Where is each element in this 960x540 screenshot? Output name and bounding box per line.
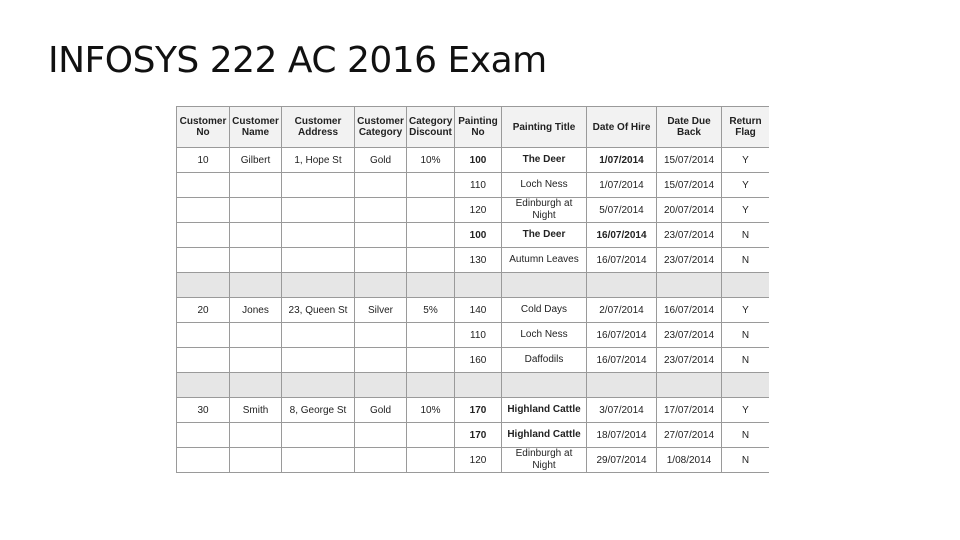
separator-cell xyxy=(407,273,455,298)
separator-cell xyxy=(722,373,770,398)
cell-return-flag: N xyxy=(722,348,770,373)
table-row xyxy=(177,398,770,423)
cell-painting-title: Daffodils xyxy=(502,348,587,373)
cell-customer-category xyxy=(355,198,407,223)
cell-customer-category: Gold xyxy=(355,398,407,423)
header-painting-no: Painting No xyxy=(455,107,502,148)
cell-painting-no: 110 xyxy=(455,173,502,198)
separator-cell xyxy=(407,373,455,398)
cell-painting-title: Loch Ness xyxy=(502,323,587,348)
separator-cell xyxy=(282,273,355,298)
table-header-row xyxy=(177,107,770,148)
cell-date-due-back: 20/07/2014 xyxy=(657,198,722,223)
table-row xyxy=(177,248,770,273)
cell-painting-no: 170 xyxy=(455,398,502,423)
header-customer-no: Customer No xyxy=(177,107,230,148)
header-customer-address: Customer Address xyxy=(282,107,355,148)
separator-cell xyxy=(355,373,407,398)
separator-cell xyxy=(502,373,587,398)
table-row xyxy=(177,148,770,173)
header-painting-title: Painting Title xyxy=(502,107,587,148)
separator-cell xyxy=(282,373,355,398)
table-body xyxy=(177,148,770,473)
cell-customer-name xyxy=(230,248,282,273)
separator-cell xyxy=(455,373,502,398)
table-row xyxy=(177,173,770,198)
cell-customer-category xyxy=(355,423,407,448)
cell-customer-name xyxy=(230,198,282,223)
header-category-discount: Category Discount xyxy=(407,107,455,148)
cell-category-discount: 5% xyxy=(407,298,455,323)
separator-cell xyxy=(587,373,657,398)
cell-customer-category xyxy=(355,223,407,248)
cell-customer-name xyxy=(230,323,282,348)
cell-customer-address xyxy=(282,248,355,273)
cell-customer-category xyxy=(355,323,407,348)
table-row xyxy=(177,448,770,473)
cell-customer-address xyxy=(282,423,355,448)
cell-customer-category: Gold xyxy=(355,148,407,173)
cell-return-flag: N xyxy=(722,423,770,448)
cell-date-due-back: 23/07/2014 xyxy=(657,223,722,248)
cell-customer-address xyxy=(282,173,355,198)
cell-customer-no xyxy=(177,423,230,448)
cell-return-flag: N xyxy=(722,248,770,273)
cell-painting-title: Highland Cattle xyxy=(502,398,587,423)
cell-date-of-hire: 1/07/2014 xyxy=(587,173,657,198)
cell-return-flag: Y xyxy=(722,198,770,223)
cell-customer-name xyxy=(230,348,282,373)
cell-date-of-hire: 5/07/2014 xyxy=(587,198,657,223)
cell-category-discount xyxy=(407,323,455,348)
cell-date-due-back: 17/07/2014 xyxy=(657,398,722,423)
cell-painting-no: 170 xyxy=(455,423,502,448)
header-date-due-back: Date Due Back xyxy=(657,107,722,148)
cell-painting-no: 120 xyxy=(455,198,502,223)
table-row xyxy=(177,298,770,323)
cell-date-due-back: 23/07/2014 xyxy=(657,323,722,348)
cell-date-due-back: 1/08/2014 xyxy=(657,448,722,473)
cell-return-flag: N xyxy=(722,323,770,348)
cell-date-of-hire: 3/07/2014 xyxy=(587,398,657,423)
hire-table-sheet xyxy=(176,106,769,484)
separator-cell xyxy=(502,273,587,298)
cell-customer-no: 10 xyxy=(177,148,230,173)
cell-painting-title: Edinburgh at Night xyxy=(502,448,587,473)
table-row xyxy=(177,423,770,448)
separator-cell xyxy=(657,273,722,298)
cell-customer-no: 20 xyxy=(177,298,230,323)
cell-return-flag: N xyxy=(722,448,770,473)
cell-painting-no: 120 xyxy=(455,448,502,473)
cell-category-discount xyxy=(407,448,455,473)
header-customer-category: Customer Category xyxy=(355,107,407,148)
cell-return-flag: Y xyxy=(722,398,770,423)
table-row xyxy=(177,198,770,223)
cell-customer-address: 1, Hope St xyxy=(282,148,355,173)
table-separator-row xyxy=(177,373,770,398)
cell-customer-address xyxy=(282,323,355,348)
separator-cell xyxy=(587,273,657,298)
cell-customer-no xyxy=(177,173,230,198)
cell-painting-no: 130 xyxy=(455,248,502,273)
cell-customer-name xyxy=(230,223,282,248)
cell-painting-title: Edinburgh at Night xyxy=(502,198,587,223)
cell-category-discount xyxy=(407,248,455,273)
cell-customer-category xyxy=(355,348,407,373)
separator-cell xyxy=(177,273,230,298)
cell-date-due-back: 27/07/2014 xyxy=(657,423,722,448)
cell-category-discount: 10% xyxy=(407,148,455,173)
cell-category-discount xyxy=(407,198,455,223)
cell-customer-no xyxy=(177,198,230,223)
cell-painting-no: 100 xyxy=(455,223,502,248)
cell-return-flag: Y xyxy=(722,148,770,173)
cell-customer-name xyxy=(230,173,282,198)
separator-cell xyxy=(722,273,770,298)
cell-customer-address xyxy=(282,448,355,473)
cell-customer-no xyxy=(177,323,230,348)
cell-painting-no: 140 xyxy=(455,298,502,323)
cell-return-flag: Y xyxy=(722,173,770,198)
cell-customer-address xyxy=(282,223,355,248)
hire-table xyxy=(176,106,769,473)
separator-cell xyxy=(455,273,502,298)
header-customer-name: Customer Name xyxy=(230,107,282,148)
cell-date-due-back: 23/07/2014 xyxy=(657,348,722,373)
cell-painting-title: The Deer xyxy=(502,148,587,173)
cell-painting-no: 160 xyxy=(455,348,502,373)
cell-painting-title: The Deer xyxy=(502,223,587,248)
cell-date-due-back: 15/07/2014 xyxy=(657,148,722,173)
cell-customer-name: Gilbert xyxy=(230,148,282,173)
cell-customer-address: 8, George St xyxy=(282,398,355,423)
cell-date-of-hire: 1/07/2014 xyxy=(587,148,657,173)
cell-customer-category xyxy=(355,173,407,198)
header-return-flag: Return Flag xyxy=(722,107,770,148)
cell-customer-name xyxy=(230,423,282,448)
cell-painting-title: Loch Ness xyxy=(502,173,587,198)
cell-painting-title: Cold Days xyxy=(502,298,587,323)
cell-date-of-hire: 29/07/2014 xyxy=(587,448,657,473)
separator-cell xyxy=(355,273,407,298)
cell-customer-category: Silver xyxy=(355,298,407,323)
cell-customer-category xyxy=(355,448,407,473)
cell-date-of-hire: 16/07/2014 xyxy=(587,348,657,373)
cell-date-due-back: 15/07/2014 xyxy=(657,173,722,198)
separator-cell xyxy=(230,373,282,398)
cell-category-discount: 10% xyxy=(407,398,455,423)
cell-return-flag: N xyxy=(722,223,770,248)
separator-cell xyxy=(230,273,282,298)
cell-painting-title: Highland Cattle xyxy=(502,423,587,448)
header-date-of-hire: Date Of Hire xyxy=(587,107,657,148)
cell-customer-name: Smith xyxy=(230,398,282,423)
cell-customer-no xyxy=(177,348,230,373)
slide-title: INFOSYS 222 AC 2016 Exam xyxy=(48,40,547,81)
cell-category-discount xyxy=(407,223,455,248)
cell-painting-no: 100 xyxy=(455,148,502,173)
cell-painting-no: 110 xyxy=(455,323,502,348)
cell-date-due-back: 23/07/2014 xyxy=(657,248,722,273)
cell-date-of-hire: 18/07/2014 xyxy=(587,423,657,448)
cell-date-of-hire: 16/07/2014 xyxy=(587,223,657,248)
cell-date-due-back: 16/07/2014 xyxy=(657,298,722,323)
cell-date-of-hire: 16/07/2014 xyxy=(587,323,657,348)
cell-category-discount xyxy=(407,423,455,448)
cell-customer-address xyxy=(282,198,355,223)
table-row xyxy=(177,323,770,348)
cell-date-of-hire: 16/07/2014 xyxy=(587,248,657,273)
table-row xyxy=(177,348,770,373)
cell-painting-title: Autumn Leaves xyxy=(502,248,587,273)
table-row xyxy=(177,223,770,248)
separator-cell xyxy=(177,373,230,398)
cell-customer-name: Jones xyxy=(230,298,282,323)
cell-customer-no xyxy=(177,223,230,248)
cell-customer-address xyxy=(282,348,355,373)
table-separator-row xyxy=(177,273,770,298)
cell-customer-no xyxy=(177,448,230,473)
cell-customer-no xyxy=(177,248,230,273)
cell-date-of-hire: 2/07/2014 xyxy=(587,298,657,323)
cell-category-discount xyxy=(407,348,455,373)
cell-customer-category xyxy=(355,248,407,273)
cell-return-flag: Y xyxy=(722,298,770,323)
cell-customer-address: 23, Queen St xyxy=(282,298,355,323)
cell-customer-no: 30 xyxy=(177,398,230,423)
cell-customer-name xyxy=(230,448,282,473)
cell-category-discount xyxy=(407,173,455,198)
separator-cell xyxy=(657,373,722,398)
